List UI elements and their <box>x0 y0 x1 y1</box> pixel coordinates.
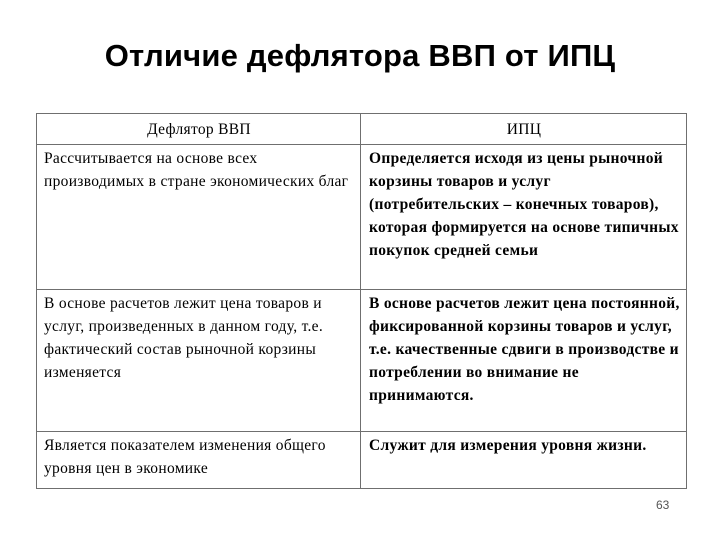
comparison-table <box>36 113 687 489</box>
table-cell-gdp-deflator: В основе расчетов лежит цена товаров и услуг, произведенных в данном году, т.е. фактический состав рыночной корзины изменяется <box>37 290 361 432</box>
table-header-row <box>37 114 687 145</box>
page-number: 63 <box>656 498 670 512</box>
table-cell-gdp-deflator: Является показателем изменения общего уровня цен в экономике <box>37 432 361 489</box>
table-cell-gdp-deflator: Рассчитывается на основе всех производимых в стране экономических благ <box>37 145 361 290</box>
column-header-cpi: ИПЦ <box>361 114 687 145</box>
table-cell-cpi: Определяется исходя из цены рыночной корзины товаров и услуг (потребительских – конечных товаров), которая формируется на основе типичных покупок средней семьи <box>361 145 687 290</box>
page-title: Отличие дефлятора ВВП от ИПЦ <box>104 38 616 73</box>
table-row <box>37 290 687 432</box>
table-cell-cpi: В основе расчетов лежит цена постоянной, фиксированной корзины товаров и услуг, т.е. качественные сдвиги в производстве и потреблении во внимание не принимаются. <box>361 290 687 432</box>
table-cell-cpi: Служит для измерения уровня жизни. <box>361 432 687 489</box>
column-header-gdp-deflator: Дефлятор ВВП <box>37 114 361 145</box>
table-row <box>37 145 687 290</box>
table-row <box>37 432 687 489</box>
